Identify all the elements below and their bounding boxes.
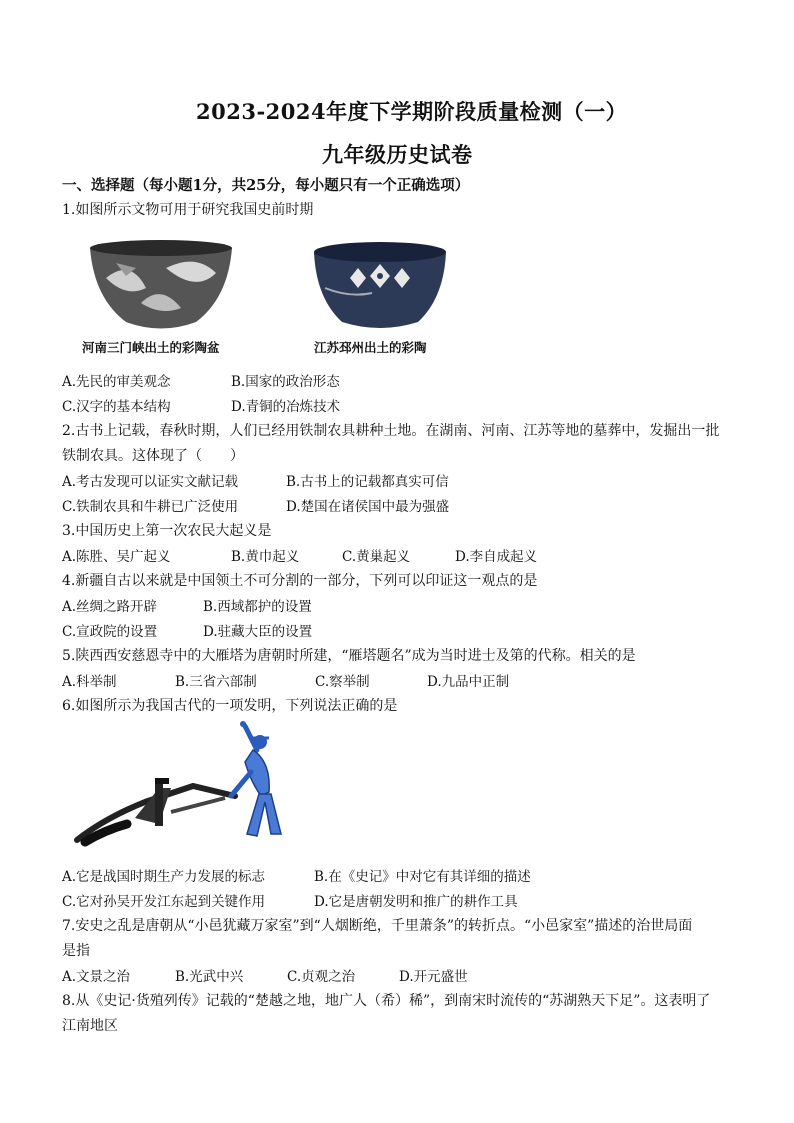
q3-option-d: D.李自成起义 <box>455 549 538 565</box>
q2-option-c: C.铁制农具和牛耕已广泛使用 <box>62 499 239 515</box>
question-8-line-1: 8.从《史记·货殖列传》记载的“楚越之地，地广人（希）稀”，到南宋时流传的“苏湖熟天下足”。这表明了 <box>62 993 711 1009</box>
q5-option-b: B.三省六部制 <box>175 674 257 690</box>
q6-option-c: C.它对孙吴开发江东起到关键作用 <box>62 894 266 910</box>
q2-option-a: A.考古发现可以证实文献记载 <box>62 474 239 490</box>
q1-option-a: A.先民的审美观念 <box>62 374 171 390</box>
q2-option-b: B.古书上的记载都真实可信 <box>286 474 449 490</box>
plough-illustration-image <box>75 722 285 854</box>
q5-option-a: A.科举制 <box>62 674 117 690</box>
question-2-line-2: 铁制农具。这体现了（ ） <box>62 448 244 464</box>
q6-option-a: A.它是战国时期生产力发展的标志 <box>62 869 266 885</box>
question-7-line-1: 7.安史之乱是唐朝从“小邑犹藏万家室”到“人烟断绝，千里萧条”的转折点。“小邑家室”描述的治世局面 <box>62 918 693 934</box>
question-3-stem: 3.中国历史上第一次农民大起义是 <box>62 523 272 539</box>
pottery-caption-1: 河南三门峡出土的彩陶盆 <box>82 340 220 355</box>
q3-option-c: C.黄巢起义 <box>342 549 411 565</box>
question-2-line-1: 2.古书上记载，春秋时期，人们已经用铁制农具耕种土地。在湖南、河南、江苏等地的墓葬中，发掘出一批 <box>62 423 720 439</box>
q6-option-d: D.它是唐朝发明和推广的耕作工具 <box>314 894 518 910</box>
q4-option-d: D.驻藏大臣的设置 <box>203 624 313 640</box>
painted-pottery-bowl-image <box>310 238 450 333</box>
q7-option-a: A.文景之治 <box>62 969 131 985</box>
q6-option-b: B.在《史记》中对它有其详细的描述 <box>314 869 531 885</box>
q1-option-d: D.青铜的冶炼技术 <box>231 399 341 415</box>
question-6-stem: 6.如图所示为我国古代的一项发明，下列说法正确的是 <box>62 698 398 714</box>
q7-option-b: B.光武中兴 <box>175 969 244 985</box>
q3-option-b: B.黄巾起义 <box>231 549 300 565</box>
pottery-caption-2: 江苏邳州出土的彩陶 <box>314 340 427 355</box>
q5-option-c: C.察举制 <box>315 674 370 690</box>
q5-option-d: D.九品中正制 <box>427 674 510 690</box>
q1-option-b: B.国家的政治形态 <box>231 374 340 390</box>
q7-option-c: C.贞观之治 <box>287 969 356 985</box>
painted-pottery-basin-image <box>86 238 236 333</box>
q1-option-c: C.汉字的基本结构 <box>62 399 171 415</box>
question-8-line-2: 江南地区 <box>62 1018 118 1034</box>
q2-option-d: D.楚国在诸侯国中最为强盛 <box>286 499 450 515</box>
exam-title: 2023-2024年度下学期阶段质量检测（一） <box>196 99 628 124</box>
question-5-stem: 5.陕西西安慈恩寺中的大雁塔为唐朝时所建，“雁塔题名”成为当时进士及第的代称。相关的是 <box>62 648 636 664</box>
question-1-stem: 1.如图所示文物可用于研究我国史前时期 <box>62 202 314 218</box>
q7-option-d: D.开元盛世 <box>399 969 468 985</box>
q3-option-a: A.陈胜、吴广起义 <box>62 549 171 565</box>
question-4-stem: 4.新疆自古以来就是中国领土不可分割的一部分，下列可以印证这一观点的是 <box>62 573 538 589</box>
section-heading: 一、选择题（每小题1分，共25分，每小题只有一个正确选项） <box>62 177 470 194</box>
question-7-line-2: 是指 <box>62 943 90 959</box>
exam-subtitle: 九年级历史试卷 <box>322 142 473 167</box>
q4-option-c: C.宣政院的设置 <box>62 624 158 640</box>
q4-option-a: A.丝绸之路开辟 <box>62 599 158 615</box>
q4-option-b: B.西域都护的设置 <box>203 599 312 615</box>
